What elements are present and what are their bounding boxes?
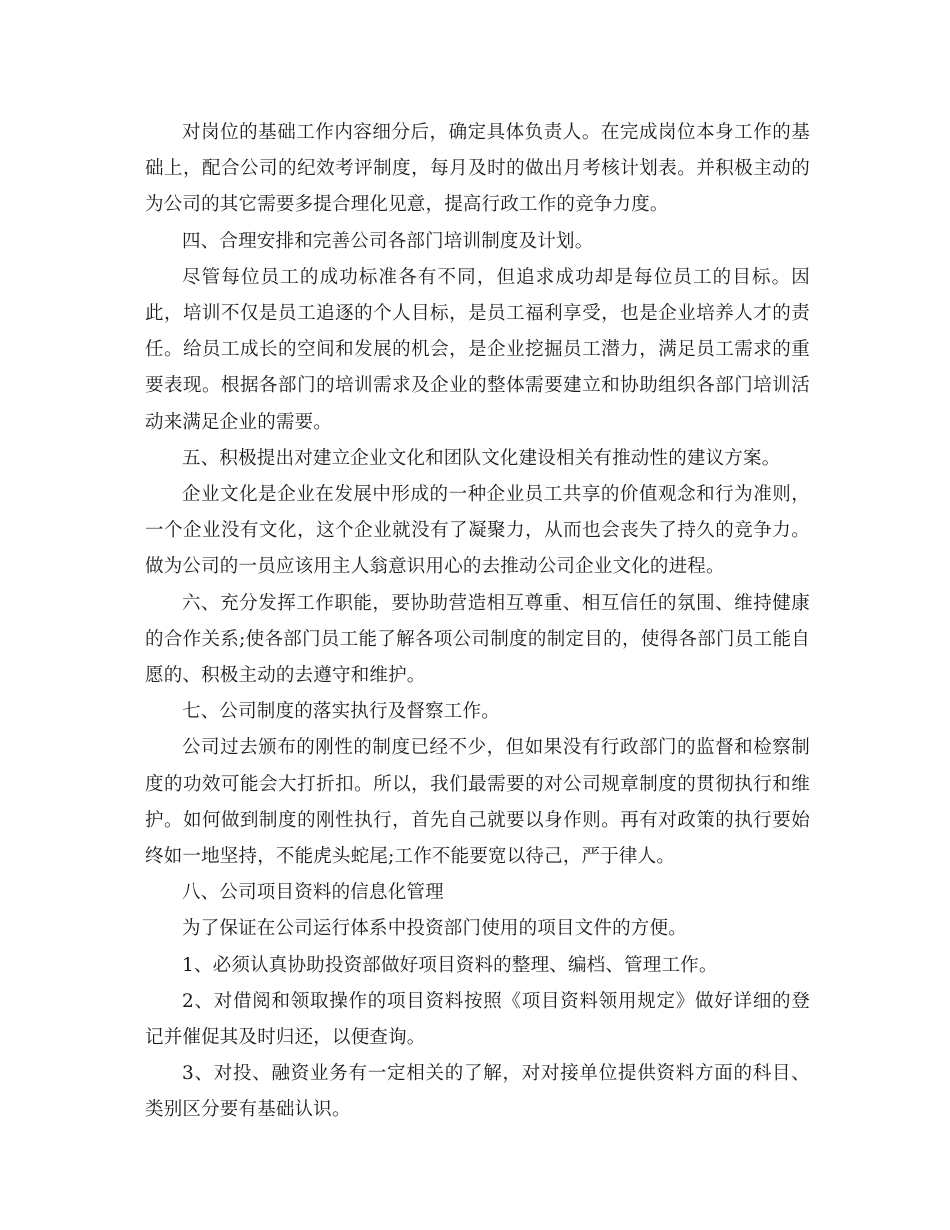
section-heading-8: 八、公司项目资料的信息化管理 — [182, 882, 444, 904]
document-body — [145, 115, 810, 1129]
para-project-docs: 为了保证在公司运行体系中投资部门使用的项目文件的方便。 — [182, 918, 687, 940]
list-item-2: 2、对借阅和领取操作的项目资料按照《项目资料领用规定》做好详细的登记并催促其及时归还，以便查询。 — [145, 990, 810, 1049]
section-heading-5: 五、积极提出对建立企业文化和团队文化建设相关有推动性的建议方案。 — [182, 447, 781, 469]
para-section-6: 六、充分发挥工作职能，要协助营造相互尊重、相互信任的氛围、维持健康的合作关系;使各部门员工能了解各项公司制度的制定目的，使得各部门员工能自愿的、积极主动的去遵守和维护。 — [145, 592, 810, 687]
list-item-3: 3、对投、融资业务有一定相关的了解，对对接单位提供资料方面的科目、类别区分要有基础认识。 — [145, 1063, 810, 1121]
list-item-1: 1、必须认真协助投资部做好项目资料的整理、编档、管理工作。 — [182, 954, 718, 976]
para-post-duties: 对岗位的基础工作内容细分后，确定具体负责人。在完成岗位本身工作的基础上，配合公司的纪效考评制度，每月及时的做出月考核计划表。并积极主动的为公司的其它需要多提合理化见意，提高行政工作的竞争力度。 — [145, 122, 810, 216]
para-training: 尽管每位员工的成功标准各有不同，但追求成功却是每位员工的目标。因此，培训不仅是员工追逐的个人目标，是员工福利享受，也是企业培养人才的责任。给员工成长的空间和发展的机会，是企业挖掘员工潜力，满足员工需求的重要表现。根据各部门的培训需求及企业的整体需要建立和协助组织各部门培训活动来满足企业的需要。 — [145, 266, 810, 433]
para-enforcement: 公司过去颁布的刚性的制度已经不少，但如果没有行政部门的监督和检察制度的功效可能会大打折扣。所以，我们最需要的对公司规章制度的贯彻执行和维护。如何做到制度的刚性执行，首先自己就要以身作则。再有对政策的执行要始终如一地坚持，不能虎头蛇尾;工作不能要宽以待己，严于律人。 — [145, 737, 810, 868]
para-culture: 企业文化是企业在发展中形成的一种企业员工共享的价值观念和行为准则，一个企业没有文化，这个企业就没有了凝聚力，从而也会丧失了持久的竞争力。做为公司的一员应该用主人翁意识用心的去推动公司企业文化的进程。 — [145, 484, 810, 578]
section-heading-4: 四、合理安排和完善公司各部门培训制度及计划。 — [182, 230, 594, 252]
section-heading-7: 七、公司制度的落实执行及督察工作。 — [182, 701, 500, 723]
